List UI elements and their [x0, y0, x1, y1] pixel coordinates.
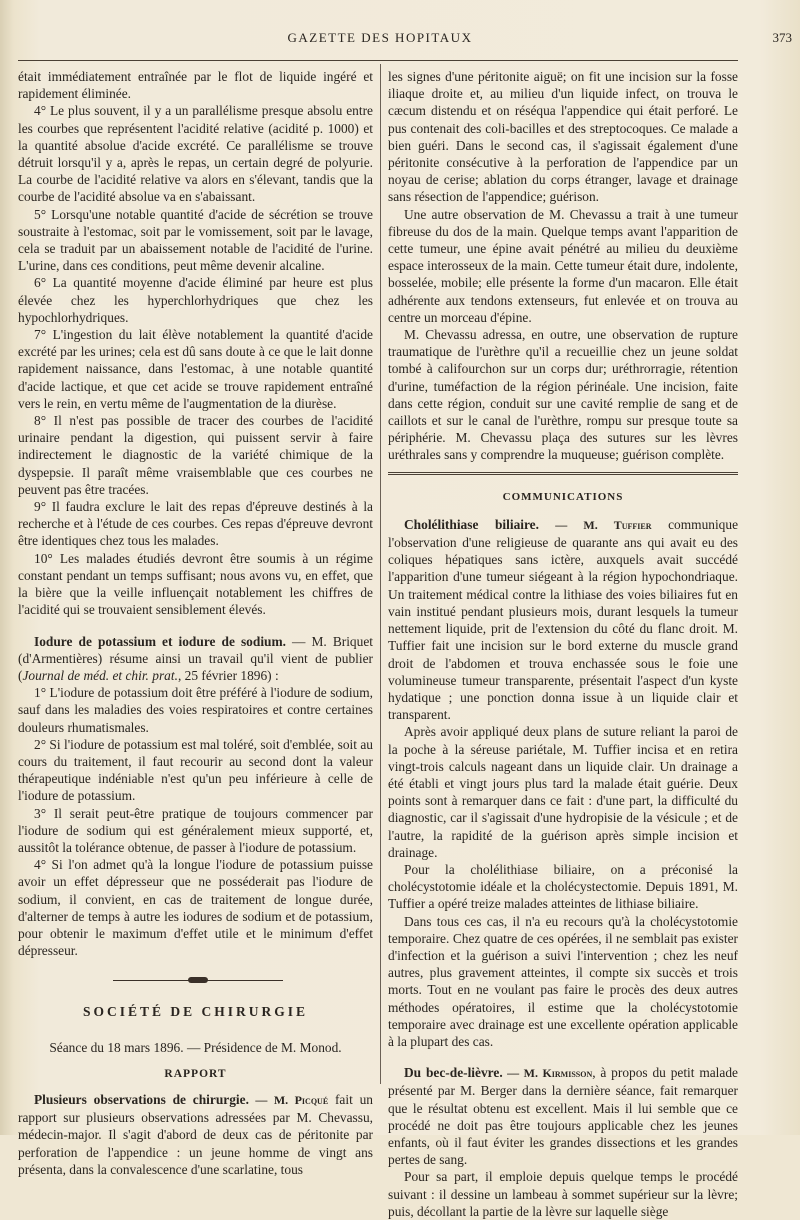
- article-text: communique l'observation d'une religieuse de quarante ans qui avait eu des coliques hépatiques sans ictère, auxquels avait succédé l'apparition d'une tumeur siégeant à la région hypochondriaque. Un traitement médical contre la lithiase des voies biliaires fut en vain institué pendant plusieurs mois, durant lesquels la tumeur nettement liquide, prit de l'extension du côté du flanc droit. M. Tuffier fait une incision sur le bord externe du muscle grand droit de l'abdomen et trouva enchassée sous le foie une volumineuse tumeur transparente, présentait l'aspect d'un kyste hydatique ; une ponction donna issue à un liquide clair et transparent.: [388, 516, 739, 723]
- paragraph: 1° L'iodure de potassium doit être préféré à l'iodure de sodium, sauf dans les maladies des voies respiratoires et contre certaines douleurs rhumatismales.: [18, 685, 373, 735]
- article-intro: — M. Briquet (d'Armentières) résume ainsi un travail qu'il vient de publier (: [18, 633, 373, 683]
- paragraph: 7° L'ingestion du lait élève notablement la quantité d'acide excrété par les urines; cela est dû sans doute à ce que le lait donne rapidement naissance, dans l'estomac, à une notable quantité d'acide lactique, et que cet acide se trouve rapidement entraîné vers le rein, en vertu même de l'augmentation de la diurèse.: [18, 327, 373, 411]
- paragraph: 5° Lorsqu'une notable quantité d'acide de sécrétion se trouve soustraite à l'estomac, soit par le vomissement, soit par le lavage, cela se traduit par un abaissement notable de l'acidité de l'urine. L'urine, dans ces conditions, peut même devenir alcaline.: [18, 206, 373, 274]
- article-text: , à propos du petit malade présenté par M. Berger dans la dernière séance, fait remarquer que le résultat obtenu est excellent. Mais il lui semble que ce procédé ne doit pas être toujours applicable chez les jeunes enfants, où il faut éviter les grandes dissections et les grandes pertes de sang.: [388, 1065, 738, 1168]
- journal-reference: Journal de méd. et chir. prat.: [22, 667, 178, 683]
- paragraph: 4° Le plus souvent, il y a un parallélisme presque absolu entre les courbes que représentent l'acidité relative (acidité p. 1000) et la quantité absolue d'acide excrété. Ce parallélisme se trouve détruit lorsqu'il y a, après le repas, un certain degré de polyurie. La courbe de l'acidité relative va alors en s'élevant, tandis que la courbe de l'acidité absolue va en s'abaissant.: [18, 103, 373, 205]
- right-column: [388, 68, 738, 1220]
- article-iodure: [18, 633, 373, 685]
- article-text: fait un rapport sur plusieurs observations adressées par M. Chevassu, médecin-major. Il s'agit d'abord de deux cas de péritonite par perforation de l'appendice : un jeune homme de vingt ans présenta, dans la convalescence d'une scarlatine, tous: [18, 1091, 373, 1177]
- paragraph: M. Chevassu adressa, en outre, une observation de rupture traumatique de l'urèthre qu'il a recueillie chez un jeune soldat tombé à califourchon sur un corps dur; uréthrorragie, rétention d'urine, tuméfaction de la région périnéale. Une incision, faite dans cette région, conduit sur une cavité remplie de sang et de caillots et sur le canal de l'urèthre, rompu sur presque toute sa périphérie. M. Chevassu plaça des sutures sur les lèvres uréthrales sans y comprendre la muqueuse; guérison complète.: [388, 327, 738, 463]
- article-author: — M. Picqué: [248, 1092, 329, 1107]
- article-title: Plusieurs observations de chirurgie.: [34, 1091, 249, 1107]
- spacer: [18, 619, 373, 633]
- article-cholelithiase: [388, 516, 738, 723]
- publication-title: GAZETTE DES HOPITAUX: [287, 30, 473, 45]
- section-rule: [388, 472, 738, 475]
- paragraph: Après avoir appliqué deux plans de suture reliant la paroi de la poche à la séreuse pariétale, M. Tuffier incisa et en retira vingt-trois calculs nageant dans un liquide clair. Un drainage a été établi et vingt jours plus tard la malade était guérie. Deux points sont à remarquer dans ce fait : d'une part, la difficulté du diagnostic, car il s'agissait d'une hydropisie de la vésicule ; et de l'autre, la rapidité de la guérison après simple incision et drainage.: [388, 724, 738, 860]
- paragraph: Pour la cholélithiase biliaire, on a préconisé la cholécystotomie idéale et la cholécystectomie. Depuis 1891, M. Tuffier a opéré treize malades atteintes de lithiase biliaire.: [388, 861, 738, 912]
- spacer: [18, 1031, 373, 1039]
- section-ornament: [18, 977, 373, 983]
- subsection-heading: RAPPORT: [164, 1067, 227, 1080]
- paragraph: 3° Il serait peut-être pratique de toujours commencer par l'iodure de sodium qui est généralement mieux supporté, et, aussitôt la tolérance obtenue, de passer à l'iodure de potassium.: [18, 805, 373, 855]
- spacer: [388, 1050, 738, 1064]
- paragraph: 10° Les malades étudiés devront être soumis à un régime constant pendant un temps suffisant; nous avons vu, en effet, que la bière que la veille influençait notablement les chiffres de l'acidité qui se trouvaient sensiblement élevés.: [18, 550, 373, 618]
- article-author: — M. Tuffier: [538, 517, 652, 532]
- left-column: [18, 68, 373, 1178]
- paragraph: les signes d'une péritonite aiguë; on fit une incision sur la fosse iliaque droite et, au milieu d'un liquide infect, on trouva le cæcum distendu et on réséqua l'appendice qui était perforé. Le pus contenait des coli-bacilles et des streptocoques. Ce malade a bien guéri. Dans le second cas, il s'agissait également d'une péritonite consécutive à la perforation de l'appendice par un noyau de cerise; ablation du corps étranger, lavage et drainage sans résection de l'appendice; guérison.: [388, 69, 738, 205]
- paragraph: Pour sa part, il emploie depuis quelque temps le procédé suivant : il dessine un lambeau à sommet supérieur sur la lèvre; puis, décollant la partie de la lèvre sur laquelle siège: [388, 1169, 738, 1219]
- page-header: [20, 30, 792, 50]
- article-plusieurs: [18, 1091, 373, 1178]
- article-title: Du bec-de-lièvre.: [404, 1065, 503, 1081]
- subsection-heading: COMMUNICATIONS: [502, 490, 624, 503]
- article-title: Cholélithiase biliaire.: [404, 516, 539, 532]
- column-divider: [380, 64, 381, 1084]
- paragraph: 4° Si l'on admet qu'à la longue l'iodure de potassium puisse avoir un effet dépresseur que ne posséderait pas l'iodure de sodium, il convient, en cas de traitement de longue durée, d'alterner de temps à autre les iodures de sodium et de potassium, pour obtenir le maximum d'effet utile et le minimum d'effet dépresseur.: [18, 857, 373, 959]
- paragraph: Dans tous ces cas, il n'a eu recours qu'à la cholécystotomie temporaire. Chez quatre de ces opérées, il ne semblait pas exister d'infection et la guérison a suivi l'intervention ; chez les neuf autres, plus gravement atteintes, il compte six succès et trois morts. Tout en ne voulant pas faire le procès des deux autres méthodes opératoires, il estime que la cholécystotomie temporaire avec drainage est une excellente opération applicable à la plupart des cas.: [388, 913, 738, 1049]
- paragraph: 9° Il faudra exclure le lait des repas d'épreuve destinés à la recherche et à l'étude de ces courbes. Ces repas d'épreuve devront être identiques chez tous les malades.: [18, 499, 373, 549]
- seance-line: Séance du 18 mars 1896. — Présidence de M. Monod.: [49, 1039, 342, 1055]
- article-title: Iodure de potassium et iodure de sodium.: [34, 633, 286, 649]
- paragraph: 6° La quantité moyenne d'acide éliminé par heure est plus élevée chez les hyperchlorhydriques que chez les hypochlorhydriques.: [18, 275, 373, 325]
- page-number: 373: [772, 30, 792, 45]
- ornament-dot: [188, 977, 208, 983]
- paragraph: 2° Si l'iodure de potassium est mal toléré, soit d'emblée, soit au cours du traitement, il faut recourir au second dont la valeur thérapeutique indéniable n'est qu'un peu inférieure à celle de l'iodure de potassium.: [18, 736, 373, 804]
- article-intro-end: , 25 février 1896) :: [177, 667, 279, 683]
- article-author: — M. Kirmisson: [502, 1066, 593, 1081]
- paragraph: était immédiatement entraînée par le flot de liquide ingéré et rapidement éliminée.: [18, 69, 373, 102]
- paragraph: Une autre observation de M. Chevassu a trait à une tumeur fibreuse du dos de la main. Quelque temps avant l'apparition de cette tumeur, une épine avait pénétré au milieu du deuxième espace interosseux de la main. Cette tumeur était dure, indolente, bosselée, mobile; elle présente la forme d'un macaron. Elle était adhérente aux tendons extenseurs, fut enlevée et on trouva au centre un morceau d'épine.: [388, 206, 738, 325]
- section-heading: SOCIÉTÉ DE CHIRURGIE: [82, 1004, 309, 1020]
- paragraph: 8° Il n'est pas possible de tracer des courbes de l'acidité urinaire pendant la digestion, qui puissent servir à faire indirectement le diagnostic de la variété chimique de la dyspepsie. Il paraît même vraisemblable que ces courbes ne peuvent pas être tracées.: [18, 413, 373, 497]
- article-bec-de-lievre: [388, 1064, 738, 1168]
- header-rule: [18, 60, 738, 61]
